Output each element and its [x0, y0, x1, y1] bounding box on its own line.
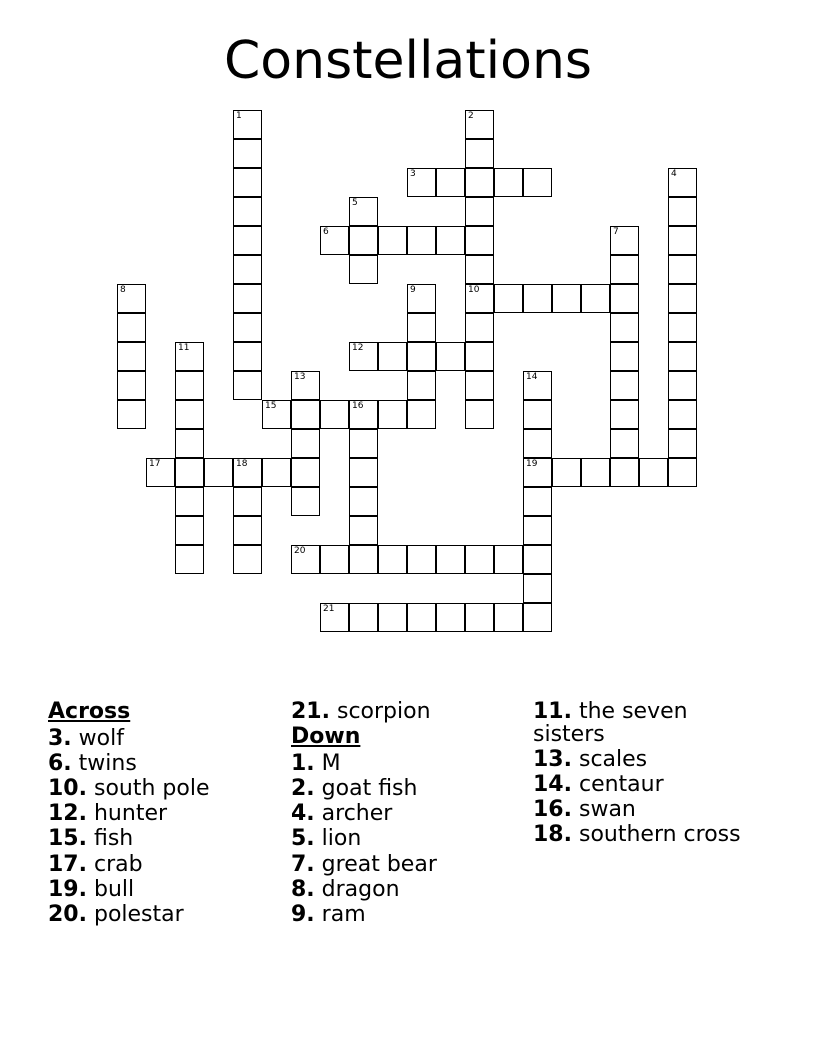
grid-cell[interactable]	[668, 342, 697, 371]
grid-cell[interactable]	[320, 400, 349, 429]
grid-cell[interactable]	[610, 255, 639, 284]
grid-cell[interactable]	[378, 342, 407, 371]
grid-cell[interactable]	[117, 400, 146, 429]
grid-cell[interactable]	[175, 545, 204, 574]
cell-number: 6	[323, 227, 329, 237]
grid-cell[interactable]	[610, 371, 639, 400]
grid-cell[interactable]	[320, 603, 349, 632]
puzzle-title: Constellations	[223, 31, 592, 91]
grid-cell[interactable]	[668, 371, 697, 400]
cell-number: 4	[671, 169, 677, 179]
grid-cell[interactable]	[436, 226, 465, 255]
cell-number: 12	[352, 343, 364, 353]
grid-cell[interactable]	[349, 603, 378, 632]
grid-cell[interactable]	[523, 516, 552, 545]
grid-cell[interactable]	[610, 313, 639, 342]
cell-number: 19	[526, 459, 538, 469]
cell-number: 5	[352, 198, 358, 208]
grid-cell[interactable]	[465, 139, 494, 168]
grid-cell[interactable]	[668, 226, 697, 255]
grid-cell[interactable]	[407, 603, 436, 632]
grid-cell[interactable]	[349, 255, 378, 284]
clue-down-4: 4. archer	[291, 801, 393, 827]
cell-number: 21	[323, 604, 335, 614]
grid-cell[interactable]	[668, 168, 697, 197]
grid-cell[interactable]	[436, 168, 465, 197]
cell-number: 7	[613, 227, 619, 237]
grid-cell[interactable]	[552, 284, 581, 313]
grid-cell[interactable]	[407, 226, 436, 255]
grid-cell[interactable]	[523, 487, 552, 516]
grid-cell[interactable]	[436, 545, 465, 574]
grid-cell[interactable]	[349, 487, 378, 516]
grid-cell[interactable]	[378, 226, 407, 255]
grid-cell[interactable]	[523, 168, 552, 197]
grid-cell[interactable]	[233, 284, 262, 313]
grid-cell[interactable]	[407, 168, 436, 197]
grid-cell[interactable]	[233, 197, 262, 226]
grid-cell[interactable]	[494, 603, 523, 632]
down-heading: Down	[291, 724, 361, 750]
clue-across-20: 20. polestar	[48, 901, 184, 927]
grid-cell[interactable]	[436, 603, 465, 632]
clues-column-1	[48, 700, 268, 928]
grid-cell[interactable]	[117, 313, 146, 342]
grid-cell[interactable]	[610, 226, 639, 255]
cell-number: 8	[120, 285, 126, 295]
grid-cell[interactable]	[349, 516, 378, 545]
clue-across-6: 6. twins	[48, 751, 137, 777]
grid-cell[interactable]	[117, 371, 146, 400]
grid-cell[interactable]	[349, 458, 378, 487]
grid-cell[interactable]	[523, 545, 552, 574]
grid-cell[interactable]	[465, 400, 494, 429]
grid-cell[interactable]	[291, 545, 320, 574]
grid-cell[interactable]	[610, 342, 639, 371]
clue-down-1: 1. M	[291, 751, 341, 777]
grid-cell[interactable]	[668, 284, 697, 313]
grid-cell[interactable]	[233, 342, 262, 371]
clue-across-3: 3. wolf	[48, 726, 124, 752]
grid-cell[interactable]	[262, 458, 291, 487]
grid-cell[interactable]	[349, 545, 378, 574]
cell-number: 15	[265, 401, 277, 411]
grid-cell[interactable]	[233, 487, 262, 516]
clue-down-13: 13. scales	[533, 747, 648, 773]
cell-number: 3	[410, 169, 416, 179]
grid-cell[interactable]	[291, 371, 320, 400]
grid-cell[interactable]	[494, 168, 523, 197]
cell-number: 16	[352, 401, 364, 411]
grid-cell[interactable]	[262, 400, 291, 429]
grid-cell[interactable]	[465, 284, 494, 313]
grid-cell[interactable]	[523, 371, 552, 400]
grid-cell[interactable]	[668, 400, 697, 429]
grid-cell[interactable]	[291, 400, 320, 429]
clue-across-12: 12. hunter	[48, 801, 168, 827]
grid-cell[interactable]	[465, 110, 494, 139]
across-heading: Across	[48, 699, 131, 724]
grid-cell[interactable]	[465, 197, 494, 226]
grid-cell[interactable]	[349, 429, 378, 458]
grid-cell[interactable]	[407, 313, 436, 342]
grid-cell[interactable]	[465, 603, 494, 632]
grid-cell[interactable]	[320, 545, 349, 574]
grid-cell[interactable]	[494, 284, 523, 313]
grid-cell[interactable]	[523, 429, 552, 458]
clue-across-19: 19. bull	[48, 876, 135, 902]
grid-cell[interactable]	[233, 516, 262, 545]
grid-cell[interactable]	[233, 168, 262, 197]
grid-cell[interactable]	[581, 458, 610, 487]
grid-cell[interactable]	[349, 342, 378, 371]
grid-cell[interactable]	[175, 400, 204, 429]
cell-number: 17	[149, 459, 161, 469]
grid-cell[interactable]	[668, 197, 697, 226]
grid-cell[interactable]	[233, 371, 262, 400]
cell-number: 10	[468, 285, 480, 295]
grid-cell[interactable]	[581, 284, 610, 313]
clue-down-9: 9. ram	[291, 901, 366, 927]
clues-column-2	[291, 700, 511, 928]
cell-number: 13	[294, 372, 306, 382]
clue-down-2: 2. goat fish	[291, 776, 418, 802]
grid-cell[interactable]	[610, 458, 639, 487]
cell-number: 11	[178, 343, 190, 353]
grid-cell[interactable]	[291, 487, 320, 516]
clue-down-8: 8. dragon	[291, 876, 400, 902]
grid-cell[interactable]	[175, 371, 204, 400]
grid-cell[interactable]	[117, 342, 146, 371]
grid-cell[interactable]	[175, 429, 204, 458]
grid-cell[interactable]	[407, 284, 436, 313]
grid-cell[interactable]	[349, 197, 378, 226]
grid-cell[interactable]	[407, 545, 436, 574]
cell-number: 2	[468, 111, 474, 121]
grid-cell[interactable]	[378, 545, 407, 574]
clue-down-7: 7. great bear	[291, 851, 437, 877]
grid-cell[interactable]	[204, 458, 233, 487]
grid-cell[interactable]	[407, 371, 436, 400]
cell-number: 20	[294, 546, 306, 556]
grid-cell[interactable]	[610, 429, 639, 458]
cell-number: 1	[236, 111, 242, 121]
grid-cell[interactable]	[668, 458, 697, 487]
grid-cell[interactable]	[175, 458, 204, 487]
grid-cell[interactable]	[523, 284, 552, 313]
grid-cell[interactable]	[233, 139, 262, 168]
clue-down-11: 11. the seven sisters	[533, 699, 688, 748]
grid-cell[interactable]	[175, 516, 204, 545]
cell-number: 14	[526, 372, 538, 382]
grid-cell[interactable]	[378, 603, 407, 632]
grid-cell[interactable]	[639, 458, 668, 487]
clue-across-17: 17. crab	[48, 851, 143, 877]
cell-number: 9	[410, 285, 416, 295]
grid-cell[interactable]	[523, 574, 552, 603]
grid-cell[interactable]	[233, 110, 262, 139]
grid-cell[interactable]	[668, 313, 697, 342]
grid-cell[interactable]	[320, 226, 349, 255]
grid-cell[interactable]	[117, 284, 146, 313]
grid-cell[interactable]	[523, 400, 552, 429]
clue-down-14: 14. centaur	[533, 772, 664, 798]
clue-down-16: 16. swan	[533, 797, 636, 823]
grid-cell[interactable]	[407, 400, 436, 429]
grid-cell[interactable]	[610, 284, 639, 313]
grid-cell[interactable]	[465, 313, 494, 342]
grid-cell[interactable]	[378, 400, 407, 429]
grid-cell[interactable]	[233, 313, 262, 342]
grid-cell[interactable]	[407, 342, 436, 371]
grid-cell[interactable]	[436, 342, 465, 371]
clue-across-15: 15. fish	[48, 826, 134, 852]
clue-across-10: 10. south pole	[48, 776, 210, 802]
clue-down-5: 5. lion	[291, 826, 362, 852]
grid-cell[interactable]	[465, 255, 494, 284]
clues-column-3	[533, 700, 753, 849]
grid-cell[interactable]	[175, 342, 204, 371]
grid-cell[interactable]	[175, 487, 204, 516]
grid-cell[interactable]	[668, 255, 697, 284]
grid-cell[interactable]	[494, 545, 523, 574]
grid-cell[interactable]	[291, 458, 320, 487]
grid-cell[interactable]	[552, 458, 581, 487]
grid-cell[interactable]	[291, 429, 320, 458]
grid-cell[interactable]	[465, 545, 494, 574]
grid-cell[interactable]	[465, 226, 494, 255]
grid-cell[interactable]	[523, 603, 552, 632]
grid-cell[interactable]	[465, 371, 494, 400]
grid-cell[interactable]	[465, 342, 494, 371]
grid-cell[interactable]	[610, 400, 639, 429]
grid-cell[interactable]	[349, 226, 378, 255]
grid-cell[interactable]	[668, 429, 697, 458]
cell-number: 18	[236, 459, 248, 469]
grid-cell[interactable]	[233, 226, 262, 255]
clue-across-21: 21. scorpion	[291, 699, 431, 724]
clue-down-18: 18. southern cross	[533, 822, 741, 848]
grid-cell[interactable]	[233, 255, 262, 284]
grid-cell[interactable]	[465, 168, 494, 197]
grid-cell[interactable]	[349, 400, 378, 429]
grid-cell[interactable]	[146, 458, 175, 487]
grid-cell[interactable]	[523, 458, 552, 487]
grid-cell[interactable]	[233, 545, 262, 574]
grid-cell[interactable]	[233, 458, 262, 487]
